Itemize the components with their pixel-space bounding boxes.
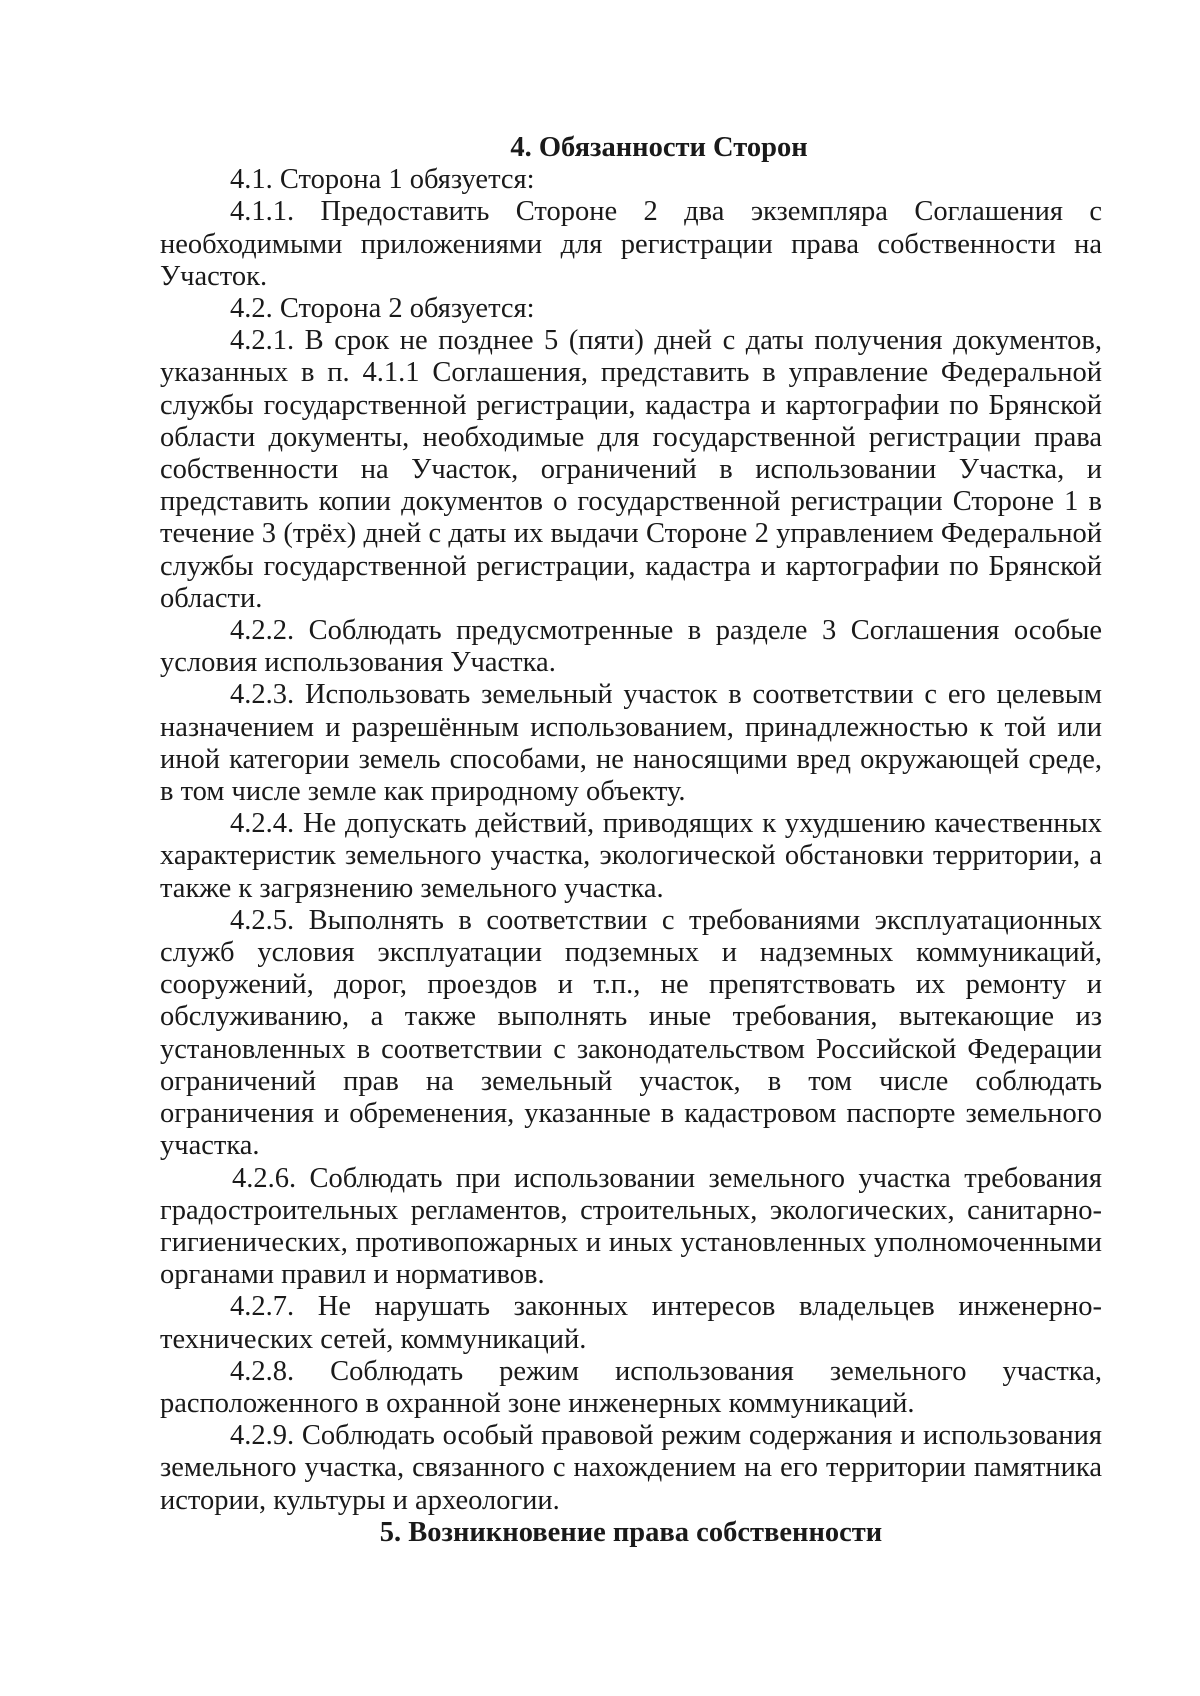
document-body (160, 132, 1102, 1549)
section-4-heading: 4. Обязанности Сторон (510, 132, 808, 163)
paragraph-4-2-5: 4.2.5. Выполнять в соответствии с требованиями эксплуатационных служб условия эксплуатации подземных и надземных коммуникаций, сооружений, дорог, проездов и т.п., не препятствовать их ремонту и обслуживанию, а также выполнять иные требования, вытекающие из установленных в соответствии с законодательством Российской Федерации ограничений прав на земельный участок, в том числе соблюдать ограничения и обременения, указанные в кадастровом паспорте земельного участка. (160, 904, 1102, 1162)
paragraph-4-2-9: 4.2.9. Соблюдать особый правовой режим содержания и использования земельного участка, связанного с нахождением на его территории памятника истории, культуры и археологии. (160, 1420, 1102, 1516)
paragraph-4-2-7: 4.2.7. Не нарушать законных интересов владельцев инженерно-технических сетей, коммуникаций. (160, 1291, 1102, 1355)
paragraph-4-2: 4.2. Сторона 2 обязуется: (230, 293, 535, 325)
paragraph-4-2-1: 4.2.1. В срок не позднее 5 (пяти) дней с даты получения документов, указанных в п. 4.1.1 Соглашения, представить в управление Федеральной службы государственной регистрации, кадастра и картографии по Брянской области документы, необходимые для государственной регистрации права собственности на Участок, ограничений в использовании Участка, и представить копии документов о государственной регистрации Стороне 1 в течение 3 (трёх) дней с даты их выдачи Стороне 2 управлением Федеральной службы государственной регистрации, кадастра и картографии по Брянской области. (160, 325, 1102, 614)
section-5-heading: 5. Возникновение права собственности (379, 1516, 883, 1548)
paragraph-4-2-6: 4.2.6. Соблюдать при использовании земельного участка требования градостроительных регламентов, строительных, экологических, санитарно-гигиенических, противопожарных и иных установленных уполномоченными органами правил и нормативов. (160, 1162, 1102, 1291)
paragraph-4-1-1: 4.1.1. Предоставить Стороне 2 два экземпляра Соглашения с необходимыми приложениями для регистрации права собственности на Участок. (160, 196, 1102, 292)
paragraph-4-1: 4.1. Сторона 1 обязуется: (230, 164, 535, 196)
paragraph-4-2-3: 4.2.3. Использовать земельный участок в соответствии с его целевым назначением и разрешённым использованием, принадлежностью к той или иной категории земель способами, не наносящими вред окружающей среде, в том числе земле как природному объекту. (160, 679, 1102, 808)
paragraph-4-2-2: 4.2.2. Соблюдать предусмотренные в разделе 3 Соглашения особые условия использования Участка. (160, 615, 1102, 679)
paragraph-4-2-4: 4.2.4. Не допускать действий, приводящих к ухудшению качественных характеристик земельного участка, экологической обстановки территории, а также к загрязнению земельного участка. (160, 808, 1102, 904)
paragraph-4-2-8: 4.2.8. Соблюдать режим использования земельного участка, расположенного в охранной зоне инженерных коммуникаций. (160, 1355, 1102, 1419)
